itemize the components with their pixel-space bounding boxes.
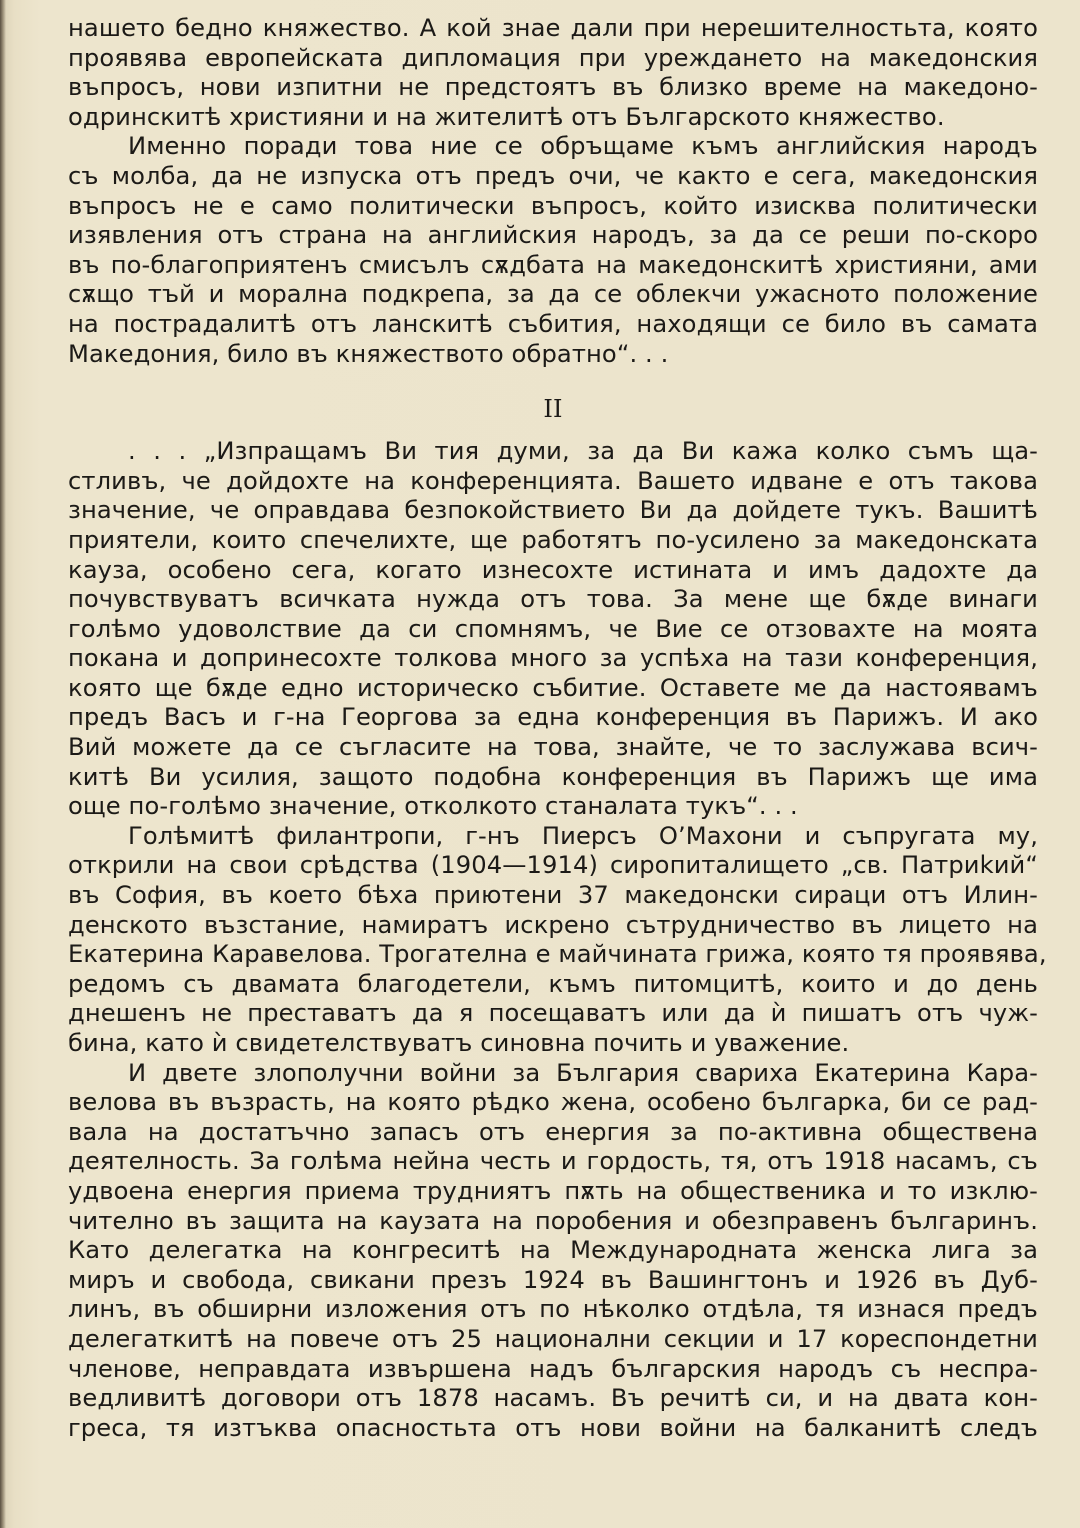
text-line: проявява европейската дипломация при уреждането на македонския [68,43,1038,72]
text-line: приятели, които спечелихте, ще работятъ по-усилено за македонската [68,525,1038,554]
text-line: одринскитѣ християни и на жителитѣ отъ Българското княжество. [68,102,945,131]
text-line: греса, тя изтъква опасностьта отъ нови войни на балканитѣ следъ [68,1413,1038,1442]
text-line: открили на свои срѣдства (1904—1914) сиропиталището „св. Патриkий“ [68,851,1038,880]
text-line: . . . „Изпращамъ Ви тия думи, за да Ви кажа колко съмъ ща- [128,437,1038,466]
text-line: въпросъ не е само политически въпросъ, който изисква политически [68,191,1038,220]
text-line: на пострадалитѣ отъ ланскитѣ събития, находящи се било въ самата [68,309,1038,338]
text-line: Македония, било въ княжеството обратно“. . . [68,339,669,368]
text-line: Голѣмитѣ филантропи, г-нъ Пиерсъ О’Махони и съпругата му, [128,821,1038,850]
text-line: въпросъ, нови изпитни не предстоятъ въ близко време на македоно- [68,73,1038,102]
paragraph-3 [68,437,1038,822]
text-line: още по-голѣмо значение, отколкото станалата тукъ“. . . [68,792,798,821]
text-line: членове, неправдата извършена надъ българския народъ съ неспра- [68,1354,1038,1383]
text-line: Именно поради това ние се обръщаме къмъ английския народъ [128,132,1038,161]
text-line: съ молба, да не изпуска отъ предъ очи, че както е сега, македонския [68,161,1038,190]
text-line: нашето бедно княжество. А кой знае дали при нерешителностьта, която [68,14,1038,42]
text-line: изявления отъ страна на английския народъ, за да се реши по-скоро [68,221,1038,250]
text-line: ведливитѣ договори отъ 1878 насамъ. Въ речитѣ си, и на двата кон- [68,1384,1038,1413]
text-line: почувствуватъ всичката нужда отъ това. За мене ще бѫде винаги [68,585,1038,614]
text-line: деятелность. За голѣма нейна честь и гордость, тя, отъ 1918 насамъ, съ [68,1147,1038,1176]
section-heading: II [543,395,563,424]
text-line: линъ, въ обширни изложения отъ по нѣколко отдѣла, тя изнася предъ [68,1295,1038,1324]
text-line: Като делегатка на конгреситѣ на Международната женска лига за [68,1236,1038,1265]
paragraph-2 [68,132,1038,369]
text-line: днешенъ не преставатъ да я посещаватъ или да ѝ пишатъ отъ чуж- [68,999,1038,1028]
text-line: въ по-благоприятенъ смисълъ сѫдбата на македонскитѣ християни, ами [68,250,1038,279]
text-line: китѣ Ви усилия, защото подобна конференция въ Парижъ ще има [68,762,1038,791]
text-column [68,14,1047,1443]
text-line: чително въ защита на каузата на поробения и обезправенъ българинъ. [68,1206,1038,1235]
text-line: велова въ възрасть, на която рѣдко жена, особено българка, би се рад- [68,1088,1038,1117]
text-line: вала на достатъчно запасъ отъ енергия за по-активна обществена [68,1117,1038,1146]
text-line: денското възстание, намиратъ искрено сътрудничество въ лицето на [68,910,1038,939]
text-line: Екатерина Каравелова. Трогателна е майчината грижа, която тя проявява, [68,940,1047,969]
text-line: кауза, особено сега, когато изнесохте истината и имъ дадохте да [68,555,1038,584]
text-line: удвоена енергия приема трудниятъ пѫть на общественика и то изклю- [68,1176,1038,1205]
text-line: И двете злополучни войни за България свариха Екатерина Кара- [128,1058,1038,1087]
text-line: миръ и свобода, свикани презъ 1924 въ Вашингтонъ и 1926 въ Дуб- [68,1265,1038,1294]
text-line: бина, като ѝ свидетелствуватъ синовна почить и уважение. [68,1029,850,1057]
text-line: делегаткитѣ на повече отъ 25 национални секции и 17 кореспондетни [68,1324,1038,1353]
text-line: значение, че оправдава безпокойствието Ви да дойдете тукъ. Вашитѣ [68,496,1038,525]
text-line: предъ Васъ и г-на Георгова за една конференция въ Парижъ. И ако [68,703,1038,732]
paragraph-1 [68,14,1038,132]
text-line: Вий можете да се съгласите на това, знайте, че то заслужава всич- [68,733,1038,762]
text-line: стливъ, че дойдохте на конференцията. Вашето идване е отъ такова [68,466,1038,495]
text-line: голѣмо удоволствие да си спомнямъ, че Вие се отзовахте на моята [68,614,1038,643]
paragraph-4 [68,821,1047,1059]
text-line: покана и допринесохте толкова много за успѣха на тази конференция, [68,644,1038,673]
text-line: редомъ съ двамата благодетели, къмъ питомцитѣ, които и до день [68,969,1038,998]
text-line: която ще бѫде едно историческо събитие. Оставете ме да настоявамъ [68,673,1038,702]
text-line: сѫщо тъй и морална подкрепа, за да се облекчи ужасното положение [68,280,1038,309]
page-spine-shadow [0,0,6,1528]
text-line: въ София, въ което бѣха приютени 37 македонски сираци отъ Илин- [68,881,1038,910]
paragraph-5 [68,1059,1038,1444]
